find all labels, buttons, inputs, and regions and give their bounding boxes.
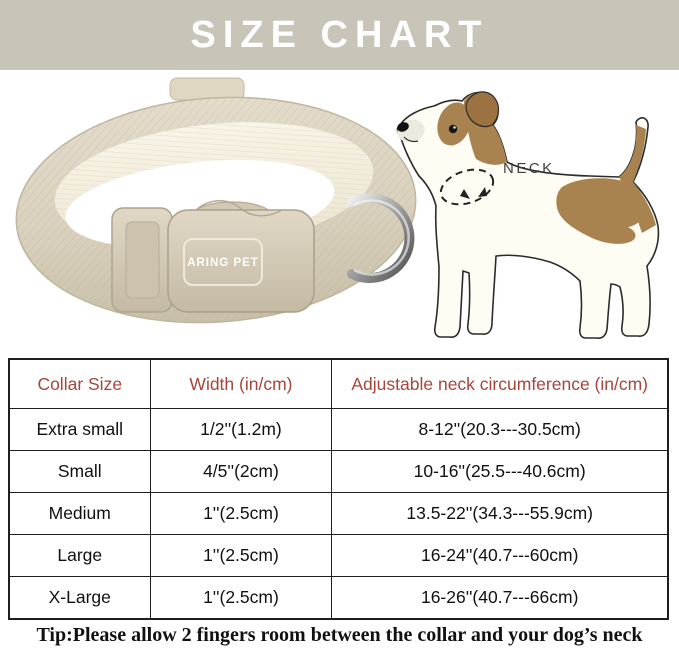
dog-eye [449, 125, 457, 133]
column-header: Width (in/cm) [150, 359, 332, 409]
table-row [9, 535, 668, 577]
header-row [9, 359, 668, 409]
size-chart-table [8, 358, 669, 620]
dog-illustration [390, 75, 675, 345]
table-cell: 4/5''(2cm) [150, 451, 332, 493]
brand-label: ARING PET [187, 257, 259, 269]
table-cell: 16-26''(40.7---66cm) [332, 577, 668, 620]
table-cell: 10-16''(25.5---40.6cm) [332, 451, 668, 493]
neck-label: NECK [503, 160, 555, 177]
table-cell: Large [9, 535, 150, 577]
table-cell: 1''(2.5cm) [150, 577, 332, 620]
table-cell: 1/2''(1.2m) [150, 409, 332, 451]
table-cell: X-Large [9, 577, 150, 620]
table-cell: 16-24''(40.7---60cm) [332, 535, 668, 577]
size-chart-banner [0, 0, 679, 70]
table-cell: 13.5-22''(34.3---55.9cm) [332, 493, 668, 535]
table-cell: Medium [9, 493, 150, 535]
column-header: Collar Size [9, 359, 150, 409]
table-cell: Small [9, 451, 150, 493]
column-header: Adjustable neck circumference (in/cm) [332, 359, 668, 409]
table-cell: 1''(2.5cm) [150, 535, 332, 577]
table-row [9, 577, 668, 620]
table-head [9, 359, 668, 409]
table-body [9, 409, 668, 620]
buckle-strap-slot [126, 222, 159, 298]
table-cell: 1''(2.5cm) [150, 493, 332, 535]
table-row [9, 451, 668, 493]
dog-eye-highlight [453, 126, 455, 128]
table-row [9, 409, 668, 451]
table-cell: Extra small [9, 409, 150, 451]
table-cell: 8-12''(20.3---30.5cm) [332, 409, 668, 451]
illustration-area [0, 70, 679, 355]
buckle [112, 201, 314, 312]
fit-tip: Tip:Please allow 2 fingers room between the collar and your dog’s neck [36, 624, 643, 646]
collar-photo [0, 70, 430, 335]
page-title: SIZE CHART [190, 13, 489, 56]
table-row [9, 493, 668, 535]
